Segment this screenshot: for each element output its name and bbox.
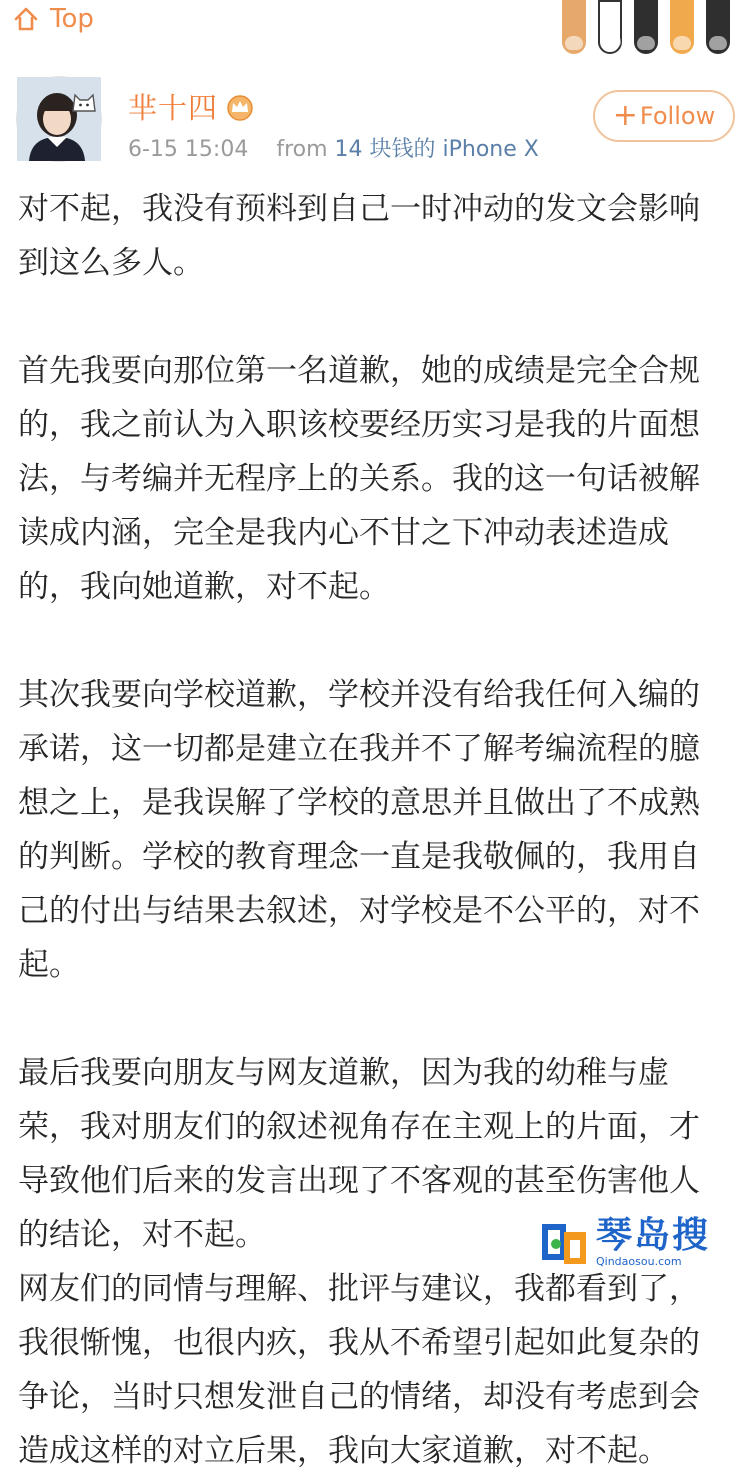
paw-icon — [634, 0, 658, 54]
avatar-portrait-icon — [17, 77, 101, 161]
top-bar — [0, 0, 750, 42]
home-icon — [12, 5, 40, 33]
username[interactable]: 芈十四 — [128, 91, 219, 125]
post-body — [18, 182, 734, 1478]
back-to-top-label: Top — [50, 4, 94, 34]
username-row — [128, 86, 254, 127]
watermark-url: Qindaosou.com — [596, 1255, 682, 1268]
post-timestamp: 6-15 15:04 — [128, 137, 249, 162]
paw-icon — [706, 0, 730, 54]
cat-badge-icon — [71, 91, 97, 113]
post-paragraph: 首先我要向那位第一名道歉，她的成绩是完全合规 的，我之前认为入职该校要经历实习是我的片面想 法，与考编并无程序上的关系。我的这一句话被解 读成内涵，完全是我内心不甘之下冲动表述造成 的，我向她道歉，对不起。 — [18, 353, 700, 605]
follow-label: Follow — [639, 102, 716, 130]
post-paragraph: 其次我要向学校道歉，学校并没有给我任何入编的 承诺，这一切都是建立在我并不了解考编流程的臆 想之上，是我误解了学校的意思并且做出了不成熟 的判断。学校的教育理念一直是我敬佩的，我用自 己的付出与结果去叙述，对学校是不公平的，对不 起。 — [18, 677, 700, 983]
watermark — [536, 1210, 736, 1274]
plus-icon: + — [612, 98, 638, 133]
back-to-top-link[interactable] — [12, 2, 94, 36]
post-paragraph: 最后我要向朋友与网友道歉，因为我的幼稚与虚 荣，我对朋友们的叙述视角存在主观上的片面，才 导致他们后来的发言出现了不客观的甚至伤害他人 的结论，对不起。 — [18, 1055, 700, 1253]
paw-icon — [670, 0, 694, 54]
paw-icon — [598, 0, 622, 54]
watermark-name: 琴岛搜 — [596, 1215, 711, 1256]
post-source[interactable]: 14 块钱的 iPhone X — [334, 137, 539, 162]
paw-icon — [562, 0, 586, 54]
cat-paws-decoration — [562, 0, 730, 54]
qindaosou-logo-icon — [536, 1214, 592, 1270]
crown-badge-icon — [226, 94, 254, 120]
from-label: from — [276, 137, 328, 162]
post-header — [0, 56, 750, 176]
avatar[interactable] — [16, 76, 102, 162]
post-paragraph: 对不起，我没有预料到自己一时冲动的发文会影响 到这么多人。 — [18, 191, 700, 281]
post-paragraph: 网友们的同情与理解、批评与建议，我都看到了， 我很惭愧，也很内疚，我从不希望引起如此复杂的 争论，当时只想发泄自己的情绪，却没有考虑到会 造成这样的对立后果，我向大家道歉，对不起。 — [18, 1271, 700, 1469]
post-meta — [128, 132, 539, 163]
follow-button[interactable] — [593, 90, 735, 142]
